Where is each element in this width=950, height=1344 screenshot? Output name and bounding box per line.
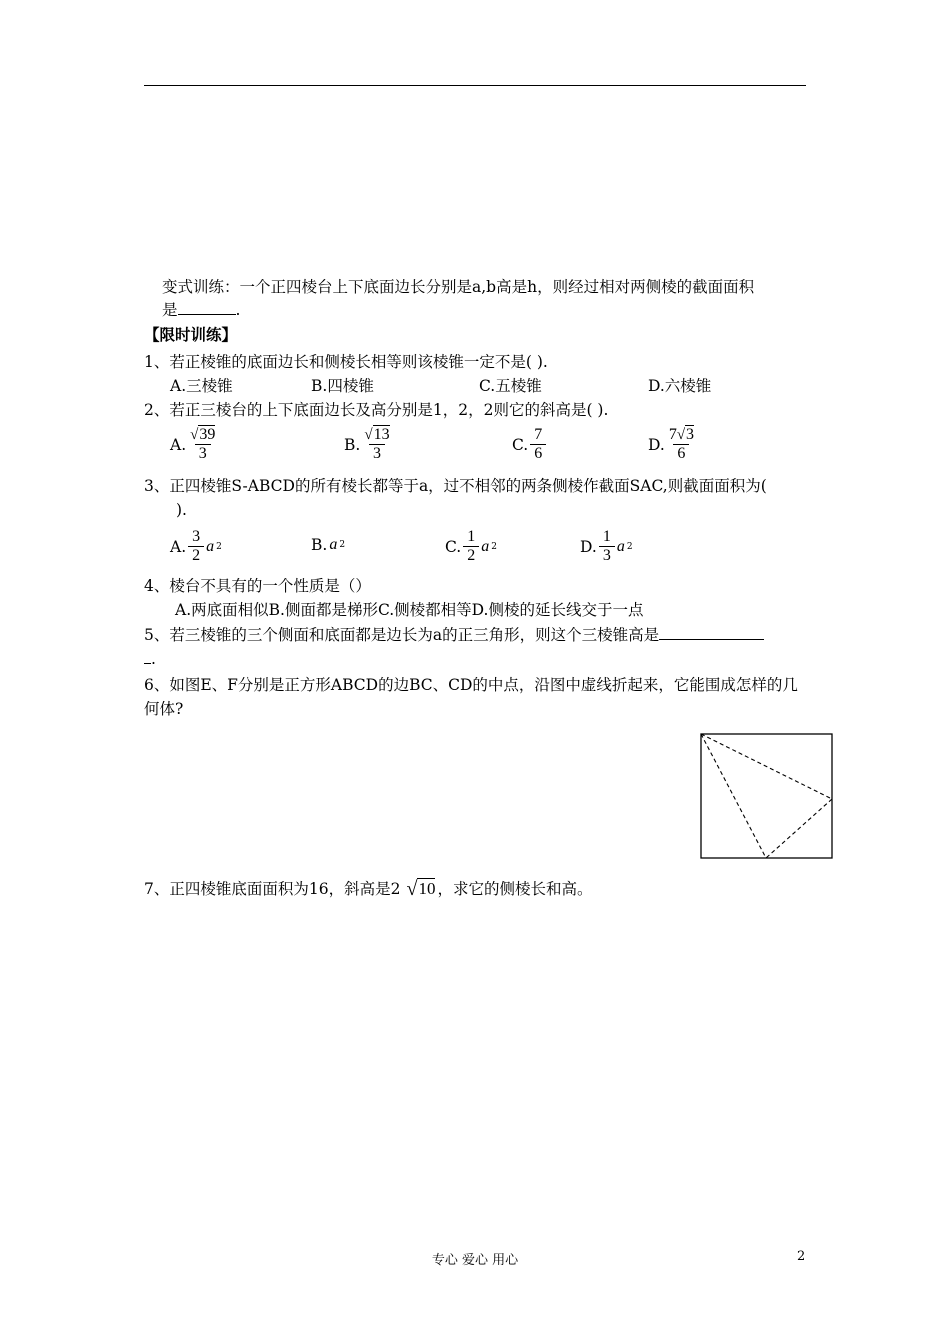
q3-option-d[interactable]: [580, 528, 633, 565]
question-1: 1、若正棱锥的底面边长和侧棱长相等则该棱锥一定不是( ).: [144, 353, 548, 371]
q3-option-c[interactable]: [445, 528, 497, 565]
q3-option-a-label: A.: [170, 537, 187, 556]
q2-option-d-fraction: $\frac{7√3}{6}$: [668, 426, 695, 462]
variant-answer-blank[interactable]: [178, 300, 236, 315]
q3-option-d-exponent: 2: [626, 541, 633, 552]
q3-option-b-variable: a: [329, 536, 338, 553]
variant-line-1: 变式训练：一个正四棱台上下底面边长分别是a,b高是h，则经过相对两侧棱的截面面积: [162, 278, 755, 296]
variant-line-2-prefix: 是: [162, 301, 178, 319]
q2-option-c-denominator: 6: [530, 444, 546, 463]
question-7-prefix: 7、正四棱锥底面面积为16，斜高是2: [144, 880, 401, 898]
fold-line-to-f: [701, 734, 766, 858]
q1-option-c[interactable]: C.五棱锥: [479, 377, 542, 395]
q3-option-c-numerator: 1: [467, 528, 476, 545]
q2-option-c-fraction: [530, 426, 546, 463]
folded-square-figure: [699, 732, 835, 862]
question-7: [144, 878, 592, 899]
q2-option-b-denominator: 3: [369, 444, 385, 463]
header-rule: [144, 85, 806, 86]
question-5: [144, 625, 764, 645]
section-title: 【限时训练】: [144, 325, 238, 344]
question-2: 2、若正三棱台的上下底面边长及高分别是1，2，2则它的斜高是( ).: [144, 401, 609, 419]
question-4: 4、棱台不具有的一个性质是（）: [144, 577, 371, 595]
question-6-line-2: 何体?: [144, 700, 184, 718]
q3-option-d-numerator: 1: [602, 528, 611, 545]
square-abcd: [701, 734, 832, 858]
q2-option-c-label: C.: [512, 435, 529, 454]
q3-option-c-denominator: 2: [463, 546, 479, 565]
q3-option-b[interactable]: [311, 536, 345, 554]
fold-line-ef: [766, 799, 832, 858]
q3-option-a-exponent: 2: [216, 541, 222, 552]
variant-line-2: [162, 300, 240, 320]
q3-option-d-fraction: [599, 528, 615, 565]
q2-option-b-fraction: $\frac{√13}{3}$: [364, 426, 390, 462]
q3-option-c-variable: a: [481, 537, 490, 555]
q2-option-a-label: A.: [170, 435, 187, 454]
q3-option-c-exponent: 2: [491, 541, 497, 552]
question-7-suffix: ，求它的侧棱长和高。: [437, 880, 593, 898]
question-3-line-2: ).: [176, 501, 187, 519]
q2-option-b-radicand: 13: [373, 426, 390, 443]
q3-option-d-label: D.: [580, 537, 597, 556]
q1-option-a[interactable]: A.三棱锥: [170, 377, 233, 395]
q3-option-a-variable: a: [206, 537, 215, 555]
q2-option-c-numerator: 7: [534, 426, 543, 443]
q1-option-d[interactable]: D.六棱锥: [648, 377, 712, 395]
q3-option-a-denominator: 2: [188, 546, 204, 565]
fold-line-to-e: [701, 734, 832, 799]
q1-option-b[interactable]: B.四棱锥: [311, 377, 374, 395]
q7-radicand: 10: [418, 879, 436, 898]
q2-option-a[interactable]: [170, 426, 217, 463]
q2-option-b-label: B.: [344, 435, 361, 454]
q7-sqrt: √ 10: [406, 878, 436, 900]
question-6-line-1: 6、如图E、F分别是正方形ABCD的边BC、CD的中点，沿图中虚线折起来，它能围成怎样的几: [144, 676, 798, 694]
question-5-text: 5、若三棱锥的三个侧面和底面都是边长为a的正三角形，则这个三棱锥高是: [144, 626, 660, 644]
q2-option-a-fraction: $\frac{√39}{3}$: [190, 426, 216, 462]
q4-options: A.两底面相似B.侧面都是梯形C.侧棱都相等D.侧棱的延长线交于一点: [175, 601, 644, 619]
q2-option-d-radicand: 3: [686, 426, 695, 443]
q5-answer-blank-cont[interactable]: [144, 649, 151, 664]
q3-option-c-fraction: [463, 528, 479, 565]
q3-option-b-label: B.: [311, 536, 328, 554]
q2-option-b[interactable]: [344, 426, 392, 463]
q3-option-a-numerator: 3: [192, 528, 201, 545]
q2-option-d-coefficient: 7: [668, 426, 677, 443]
q3-option-c-label: C.: [445, 537, 462, 556]
page-number: 2: [797, 1249, 806, 1264]
question-5-line-2: [144, 649, 156, 669]
q3-option-a-fraction: [188, 528, 204, 565]
question-3-line-1: 3、正四棱锥S-ABCD的所有棱长都等于a，过不相邻的两条侧棱作截面SAC,则截面面积为(: [144, 477, 767, 495]
q3-option-d-denominator: 3: [599, 546, 615, 565]
page-footer: 专心 爱心 用心: [431, 1253, 519, 1268]
q2-option-d[interactable]: [648, 426, 696, 463]
q2-option-c[interactable]: [512, 426, 546, 463]
question-5-suffix: .: [151, 650, 156, 668]
q3-option-b-exponent: 2: [339, 540, 346, 550]
q2-option-d-denominator: 6: [673, 444, 689, 463]
q2-option-a-radicand: 39: [199, 426, 216, 443]
q2-option-d-label: D.: [648, 435, 665, 454]
q5-answer-blank[interactable]: [659, 625, 764, 640]
q3-option-d-variable: a: [616, 537, 625, 555]
q3-option-a[interactable]: [170, 528, 222, 565]
variant-line-2-suffix: .: [235, 301, 241, 319]
q2-option-a-denominator: 3: [195, 444, 211, 463]
